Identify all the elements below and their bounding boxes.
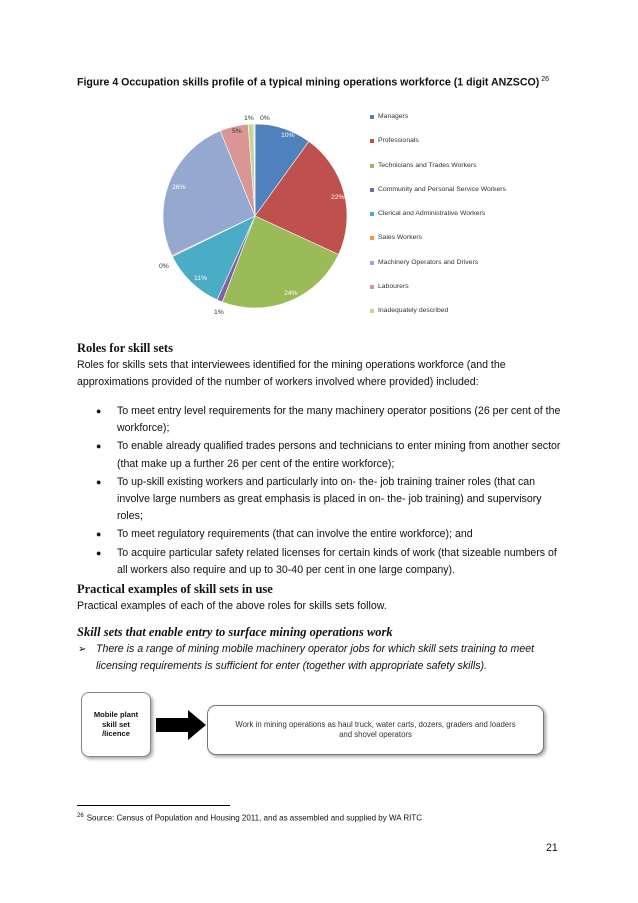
legend-swatch <box>370 164 374 168</box>
legend-swatch <box>370 139 374 143</box>
legend-label: Clerical and Administrative Workers <box>378 210 486 217</box>
legend-item <box>370 162 518 170</box>
pie-chart <box>150 115 360 325</box>
slice-label: 11% <box>194 275 208 282</box>
bullet-icon: ● <box>96 529 102 540</box>
slice-label: 10% <box>281 132 295 139</box>
legend-item <box>370 186 518 194</box>
legend-swatch <box>370 309 374 313</box>
legend-swatch <box>370 285 374 289</box>
practical-intro: Practical examples of each of the above roles for skills sets follow. <box>77 600 387 612</box>
list-item: ● To acquire particular safety related licenses for certain kinds of work (that sizeable numbers of all workers also require and up to 30-40 per cent in one large company). <box>96 546 557 576</box>
footnote <box>77 813 422 823</box>
bullet-icon: ● <box>96 476 102 487</box>
slice-label: 24% <box>284 290 298 297</box>
slice-label: 0% <box>159 263 169 270</box>
practical-heading: Practical examples of skill sets in use <box>77 582 273 596</box>
legend-item <box>370 259 518 267</box>
legend-label: Community and Personal Service Workers <box>378 186 506 193</box>
legend-label: Inadequately described <box>378 307 449 314</box>
bullet-icon: ● <box>96 406 102 416</box>
legend-swatch <box>370 115 374 119</box>
slice-label: 22% <box>331 194 345 201</box>
list-item: ● To enable already qualified trades persons and technicians to enter mining from another sector (that make up a further 26 per cent of the entire workforce); <box>96 440 561 470</box>
bullet-icon: ● <box>96 547 102 558</box>
legend-item <box>370 210 518 218</box>
legend-swatch <box>370 212 374 216</box>
slice-label: 0% <box>260 115 270 122</box>
roles-list <box>96 403 566 580</box>
bullet-icon: ● <box>96 441 102 452</box>
roles-heading: Roles for skill sets <box>77 341 173 355</box>
footnote-reference: 26 <box>541 76 550 83</box>
legend-item <box>370 283 518 291</box>
roles-intro: Roles for skills sets that interviewees identified for the mining operations workforce (and the approximations provided of the number of workers involved where provided) included: <box>77 359 506 389</box>
legend-label: Labourers <box>378 283 409 290</box>
skill-set-box: Mobile plant skill set /licence <box>81 692 151 757</box>
list-item: ● To meet entry level requirements for the many machinery operator positions (26 per cent of the workforce); <box>96 405 561 435</box>
figure-caption <box>77 76 549 89</box>
legend-label: Machinery Operators and Drivers <box>378 259 479 266</box>
page-number: 21 <box>546 842 558 854</box>
legend-label: Sales Workers <box>378 234 423 241</box>
legend-item <box>370 234 518 242</box>
legend-swatch <box>370 188 374 192</box>
footnote-number: 26 <box>77 813 84 819</box>
work-outcome-box: Work in mining operations as haul truck, water carts, dozers, graders and loaders and shovel operators <box>207 705 544 755</box>
legend-item <box>370 307 518 315</box>
legend-label: Managers <box>378 113 409 120</box>
arrow-bullet-icon: ➢ <box>78 644 87 655</box>
slice-label: 1% <box>214 309 224 316</box>
slice-label: 1% <box>244 115 254 122</box>
legend-swatch <box>370 261 374 265</box>
footnote-text: Source: Census of Population and Housing 2011, and as assembled and supplied by WA RITC <box>86 813 422 823</box>
legend-label: Professionals <box>378 137 419 144</box>
list-item: ● To up-skill existing workers and particularly into on- the- job training trainer roles (that can involve large numbers as great emphasis is placed in on- the- job training) and supervisory roles; <box>96 475 542 523</box>
right-arrow-icon <box>156 710 206 740</box>
footnote-separator <box>77 805 230 806</box>
surface-heading: Skill sets that enable entry to surface mining operations work <box>77 625 393 639</box>
slice-label: 26% <box>172 184 186 191</box>
surface-list-item: ➢ There is a range of mining mobile machinery operator jobs for which skill sets training to meet licensing requirements is sufficient for enter (together with appropriate safety skills). <box>78 643 535 673</box>
legend-swatch <box>370 236 374 240</box>
legend-label: Technicians and Trades Workers <box>378 162 477 169</box>
list-item: ● To meet regulatory requirements (that can involve the entire workforce); and <box>96 526 566 543</box>
legend-item <box>370 137 518 145</box>
slice-label: 5% <box>232 128 242 135</box>
legend-item <box>370 113 518 121</box>
figure-caption-text: Figure 4 Occupation skills profile of a typical mining operations workforce (1 digit ANZSCO) <box>77 76 540 89</box>
